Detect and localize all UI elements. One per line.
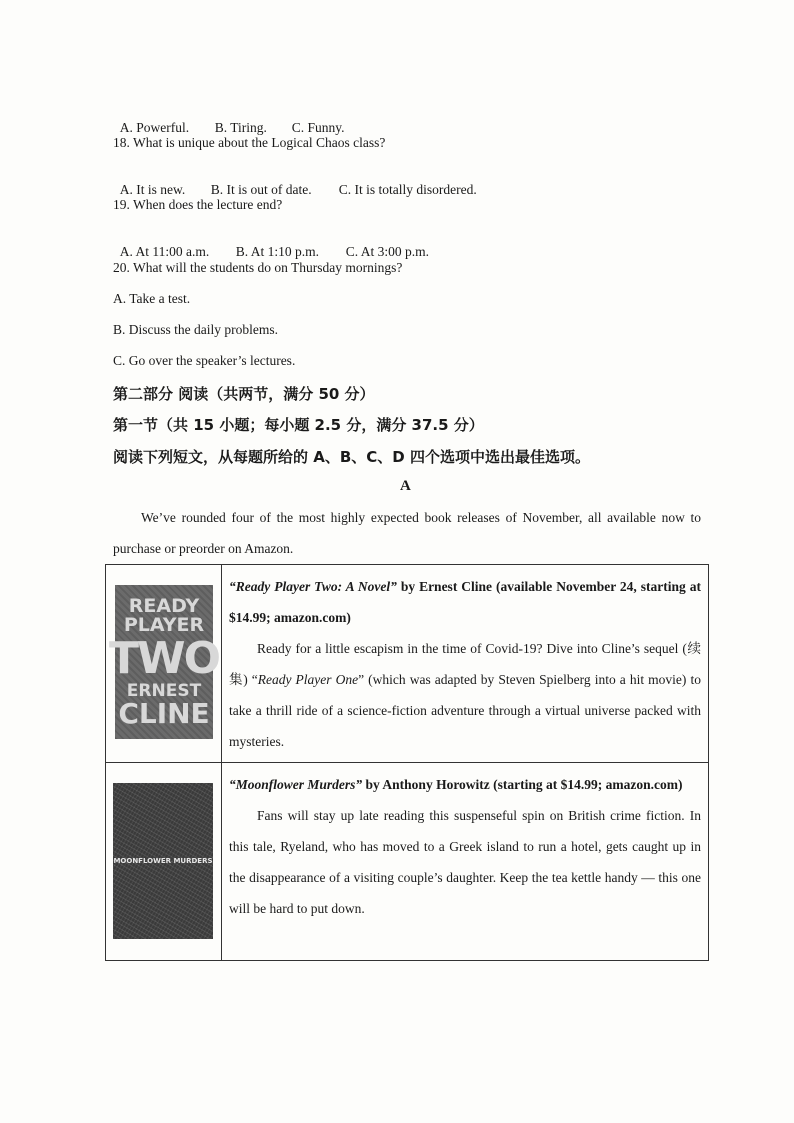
book-cover-cell: [106, 565, 222, 763]
cover-text: TWO: [109, 632, 219, 684]
cover-text: ERNEST: [126, 680, 202, 701]
book-desc-part: Ready for a little escapism in the time of Covid-19? Dive into Cline’s sequel (续集) “: [229, 641, 701, 687]
q20-option-a[interactable]: A. Take a test.: [113, 291, 191, 306]
cover-text: CLINE: [118, 696, 210, 730]
book-title: “Ready Player Two: A Novel”: [229, 579, 397, 594]
cover-text: PLAYER: [123, 613, 205, 636]
book-row: [106, 565, 709, 763]
q18-stem: 18. What is unique about the Logical Chaos class?: [113, 135, 386, 150]
book-heading: [229, 769, 701, 800]
book-description: Fans will stay up late reading this suspenseful spin on British crime fiction. In this tale, Ryeland, who has moved to a Greek island to run a hotel, gets caught up in the disappearance of a visiting couple’s daughter. Keep the tea kettle handy — this one will be hard to put down.: [229, 808, 701, 916]
q18-options: [113, 166, 477, 198]
q20-option-c[interactable]: C. Go over the speaker’s lectures.: [113, 353, 296, 368]
q17-options: [113, 104, 345, 136]
cover-text: MOONFLOWER MURDERS: [113, 857, 213, 865]
passage-letter: A: [400, 478, 411, 494]
cover-text: READY: [128, 594, 200, 617]
q19-options: [113, 228, 429, 260]
passage-intro: We’ve rounded four of the most highly expected book releases of November, all available now to purchase or preorder on Amazon.: [113, 510, 701, 556]
book-desc-part: ” (which was adapted by Steven Spielberg into a hit movie) to take a thrill ride of a science-fiction adventure through a virtual universe packed with mysteries.: [229, 672, 701, 749]
q20-stem: 20. What will the students do on Thursday mornings?: [113, 260, 403, 275]
q18-option-b[interactable]: B. It is out of date.: [210, 182, 312, 197]
book-heading: [229, 571, 701, 633]
q20-option-b[interactable]: B. Discuss the daily problems.: [113, 322, 278, 337]
section1-heading: 第一节（共 15 小题；每小题 2.5 分，满分 37.5 分）: [113, 416, 484, 434]
q17-option-c[interactable]: C. Funny.: [291, 120, 345, 135]
book-byline: by Anthony Horowitz (starting at $14.99; amazon.com): [362, 777, 683, 792]
q19-stem: 19. When does the lecture end?: [113, 197, 283, 212]
book-desc-italic: Ready Player One: [257, 672, 359, 687]
book-text-cell: [222, 565, 709, 763]
book-description: [229, 633, 701, 757]
book-row: [106, 763, 709, 961]
q19-option-b[interactable]: B. At 1:10 p.m.: [235, 244, 320, 259]
book-text-cell: [222, 763, 709, 961]
book-title: “Moonflower Murders”: [229, 777, 363, 792]
q19-option-a[interactable]: A. At 11:00 a.m.: [119, 244, 210, 259]
q17-option-a[interactable]: A. Powerful.: [119, 120, 190, 135]
reading-instruction: 阅读下列短文，从每题所给的 A、B、C、D 四个选项中选出最佳选项。: [113, 448, 590, 466]
q18-option-c[interactable]: C. It is totally disordered.: [338, 182, 477, 197]
part2-heading: 第二部分 阅读（共两节，满分 50 分）: [113, 385, 375, 403]
book-byline: by Ernest Cline (available November 24, starting at $14.99; amazon.com): [229, 579, 701, 625]
q18-option-a[interactable]: A. It is new.: [119, 182, 186, 197]
q19-option-c[interactable]: C. At 3:00 p.m.: [345, 244, 430, 259]
q17-option-b[interactable]: B. Tiring.: [214, 120, 267, 135]
book-cover-cell: [106, 763, 222, 961]
book-cover-moonflower-murders: [113, 783, 213, 939]
book-cover-ready-player-two: [109, 585, 219, 739]
books-table: [105, 564, 709, 961]
